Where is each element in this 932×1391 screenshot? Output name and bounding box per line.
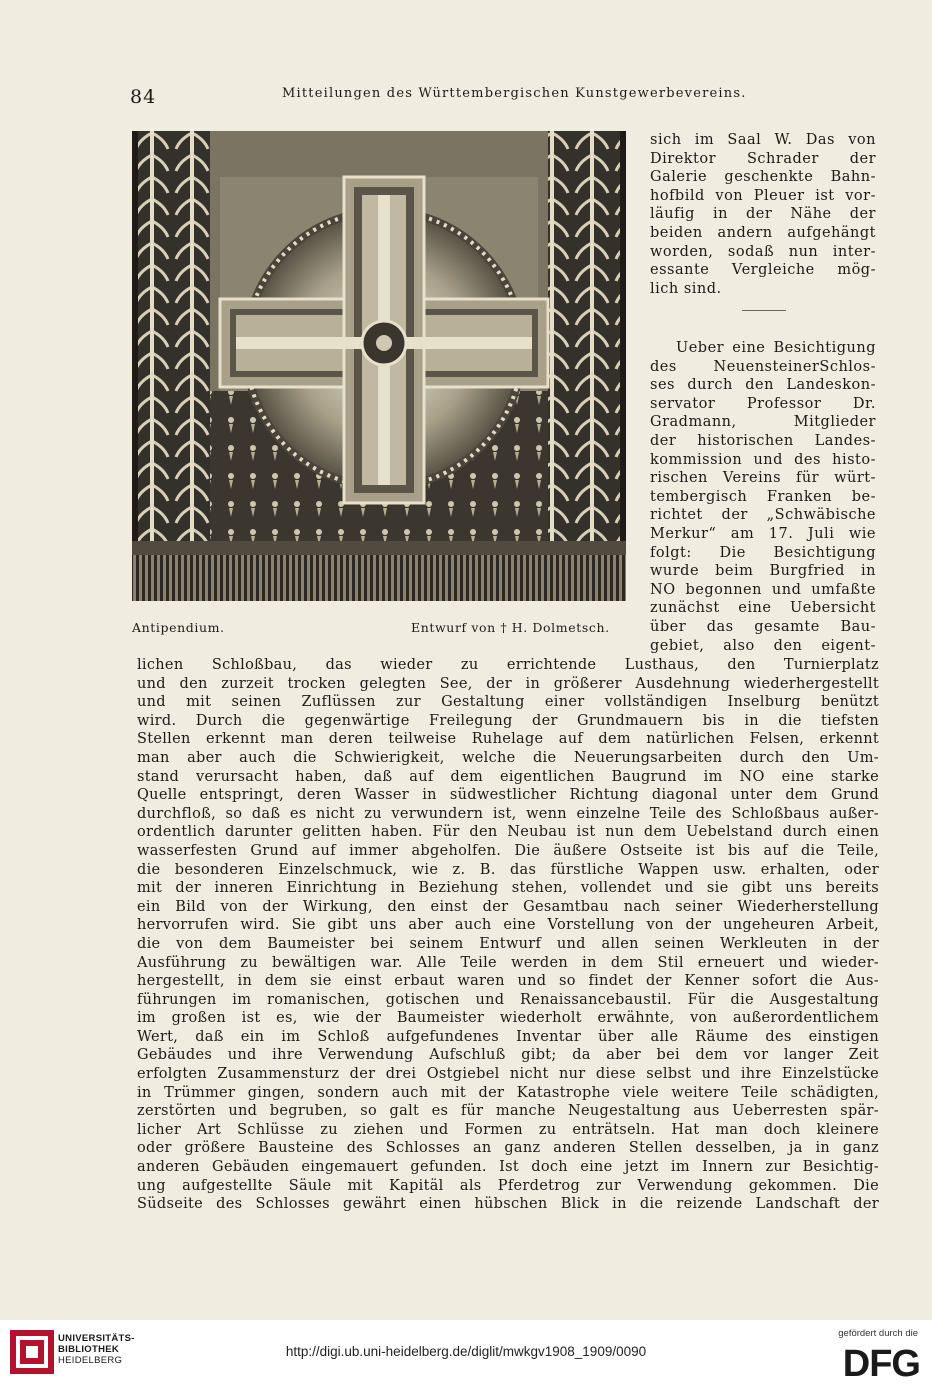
side-column-paragraph-1 <box>650 131 876 298</box>
text-line: richtet der „Schwäbische <box>650 507 876 524</box>
text-line: Galerie geschenkte Bahn- <box>650 169 876 186</box>
text-line: folgt: Die Besichtigung <box>650 544 876 561</box>
text-line: zunächst eine Uebersicht <box>650 600 876 617</box>
dfg-logo: DFG <box>842 1343 920 1385</box>
text-line: beiden andern aufgehängt <box>650 224 876 241</box>
text-line: erfolgten Zusammensturz der drei Ostgiebel nicht nur diese selbst und ihre Einzelstücke <box>137 1066 879 1083</box>
text-line: ses durch den Landeskon- <box>650 377 876 394</box>
text-line: ung aufgestellte Säule mit Kapitäl als Pferdetrog zur Verwendung gekommen. Die <box>137 1177 879 1194</box>
text-line: wasserfesten Grund auf immer abgeholfen. Die äußere Ostseite ist bis auf die Teile, <box>137 842 879 859</box>
text-line: lich sind. <box>650 280 722 297</box>
text-line: essante Vergleiche mög- <box>650 262 876 279</box>
digitization-footer <box>0 1320 932 1391</box>
text-line: die von dem Baumeister bei seinem Entwurf und allen seinen Werkleuten in der <box>137 935 879 952</box>
side-column-paragraph-2 <box>650 339 876 655</box>
text-line: servator Professor Dr. <box>650 395 876 412</box>
source-url-link[interactable]: http://digi.ub.uni-heidelberg.de/diglit/mwkgv1908_1909/0090 <box>285 1344 647 1359</box>
text-line: ein Bild von der Wirkung, den einst der Gesamtbau nach seiner Wiederherstellung <box>137 898 879 915</box>
text-line: wird. Durch die gegenwärtige Freilegung der Grundmauern bis in die tiefsten <box>137 712 879 729</box>
text-line: die besonderen Einzelschmuck, wie z. B. das fürstliche Wappen usw. erhalten, oder <box>137 861 879 878</box>
text-line: worden, sodaß nun inter- <box>650 243 876 260</box>
text-line: NO begonnen und umfaßte <box>650 581 876 598</box>
text-line: führungen im romanischen, gotischen und Renaissancebaustil. Für die Ausgestaltung <box>137 991 879 1008</box>
text-line: in Trümmer gingen, sondern auch mit der Katastrophe viele weitere Teile schädigten, <box>137 1084 879 1101</box>
library-name-line: HEIDELBERG <box>58 1355 123 1366</box>
text-line: hofbild von Pleuer ist vor- <box>650 187 876 204</box>
main-body-text <box>137 656 879 1214</box>
antipendium-illustration <box>132 131 626 601</box>
text-line: Ueber eine Besichtigung <box>676 340 876 356</box>
text-line: gebiet, also den eigent- <box>650 637 876 654</box>
text-line: Gradmann, Mitglieder <box>650 414 876 431</box>
text-line: ordentlich darunter gelitten haben. Für den Neubau ist nun dem Uebelstand durch einen <box>137 824 879 841</box>
text-line: rischen Vereins für würt- <box>650 470 876 487</box>
text-line: Wert, daß ein im Schloß aufgefundenes Inventar über alle Räume des einstigen <box>137 1028 879 1045</box>
text-line: Stellen erkennt man deren teilweise Ruhelage auf dem natürlichen Felsen, erkennt <box>137 731 879 748</box>
text-line: anderen Gebäuden eingemauert gefunden. Ist doch eine jetzt im Innern zur Besichtig- <box>137 1159 879 1176</box>
text-line: im großen ist es, wie der Baumeister wiederholt erwähnte, von außerordentlichem <box>137 1010 879 1027</box>
text-line: hervorrufen wird. Sie gibt uns aber auch eine Vorstellung von der ungeheuren Arbeit, <box>137 917 879 934</box>
text-line: durchfloß, so daß es nicht zu verwundern ist, wenn einzelne Teile des Schloßbaus außer- <box>137 805 879 822</box>
section-divider <box>742 310 786 311</box>
text-line: zerstörten und begruben, so galt es für manche Neugestaltung aus Ueberresten spär- <box>137 1103 879 1120</box>
text-line: und mit seinen Zuflüssen zur Gestaltung einer vollständigen Inselburg benützt <box>137 694 879 711</box>
text-line: mit der inneren Einrichtung in Beziehung stehen, vollendet und sie gibt uns bereits <box>137 880 879 897</box>
text-line: des NeuensteinerSchlos- <box>650 358 876 375</box>
antipendium-figure <box>132 131 626 601</box>
text-line: stand verursacht haben, daß auf dem eigentlichen Baugrund im NO eine starke <box>137 768 879 785</box>
page-number: 84 <box>130 86 157 108</box>
text-line: der historischen Landes- <box>650 432 876 449</box>
funded-by-label: gefördert durch die <box>838 1328 918 1339</box>
text-line: Direktor Schrader der <box>650 150 876 167</box>
text-line: man aber auch die Schwierigkeit, welche die Neuerungsarbeiten durch den Um- <box>137 749 879 766</box>
figure-caption-title: Antipendium. <box>132 620 225 635</box>
text-line: wurde beim Burgfried in <box>650 563 876 580</box>
text-line: über das gesamte Bau- <box>650 618 876 635</box>
text-line: läufig in der Nähe der <box>650 206 876 223</box>
running-title: Mitteilungen des Württembergischen Kunstgewerbevereins. <box>282 86 747 101</box>
text-line: kommission und des histo- <box>650 451 876 468</box>
text-line: Ausführung zu bewältigen war. Alle Teile werden in dem Stil erneuert und wieder- <box>137 954 879 971</box>
text-line: und den zurzeit trocken gelegten See, der in größerer Ausdehnung wiederhergestellt <box>137 675 879 692</box>
library-name-line: BIBLIOTHEK <box>58 1344 120 1355</box>
text-line: tembergisch Franken be- <box>650 488 876 505</box>
text-line: oder größere Bausteine des Schlosses an ganz anderen Stellen desselben, ja in ganz <box>137 1140 879 1157</box>
text-line: Quelle entspringt, deren Wasser in südwestlicher Richtung diagonal unter dem Grund <box>137 787 879 804</box>
text-line: Merkur“ am 17. Juli wie <box>650 525 876 542</box>
text-line: Gebäudes und ihre Verwendung Aufschluß gibt; da aber bei dem vor langer Zeit <box>137 1047 879 1064</box>
text-line: sich im Saal W. Das von <box>650 132 876 148</box>
text-line: lichen Schloßbau, das wieder zu errichtende Lusthaus, den Turnierplatz <box>137 657 879 673</box>
library-name-line: UNIVERSITÄTS- <box>58 1333 135 1344</box>
text-line: hergestellt, in dem sie einst erbaut waren und so findet der Kenner sofort die Aus- <box>137 973 879 990</box>
text-line: Südseite des Schlosses gewährt einen hübschen Blick in die reizende Landschaft der <box>137 1196 879 1213</box>
figure-caption-credit: Entwurf von † H. Dolmetsch. <box>411 620 610 635</box>
text-line: licher Art Schlüsse zu ziehen und Formen zu enträtseln. Hat man doch kleinere <box>137 1121 879 1138</box>
